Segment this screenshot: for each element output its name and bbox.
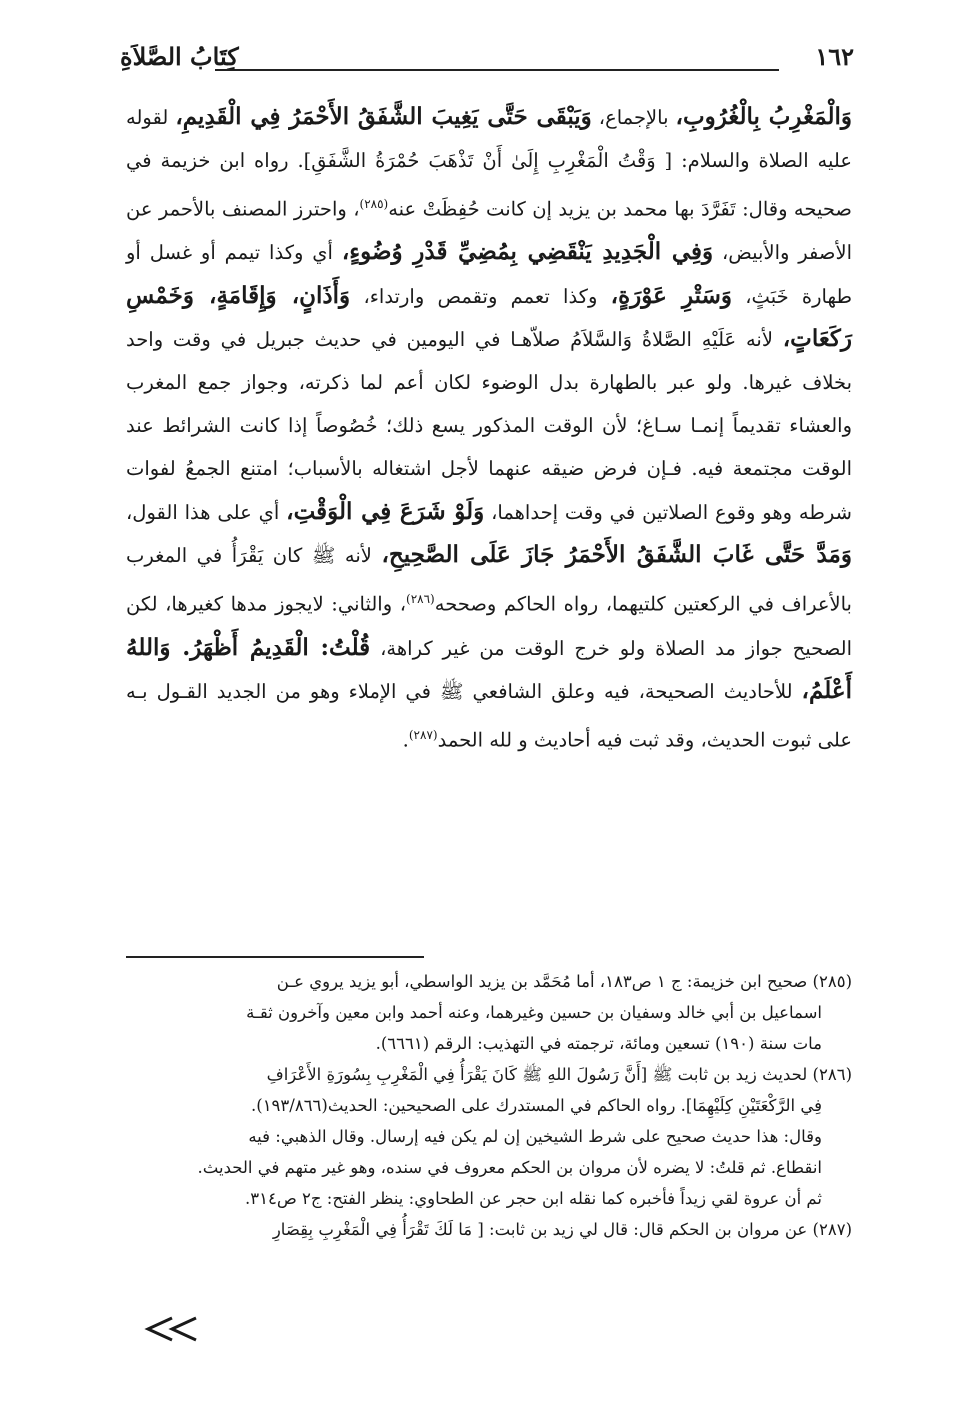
header-rule bbox=[215, 69, 779, 71]
commentary-text: ، واحترز المصنف بالأحمر عن الأصفر والأبيض، bbox=[126, 197, 853, 264]
matn-text: وَأَذَانٍ، وَإِقَامَةٍ، وَخَمْسِ رَكَعَاتٍ، bbox=[126, 281, 852, 353]
footnote-line: (٢٨٦) لحديث زيد بن ثابت ﷺ [أَنَّ رَسُولَ اللهِ ﷺ كَانَ يَقْرَأُ فِي الْمَغْرِبِ بِسُورَةِ الأَعْرَافِ bbox=[266, 1065, 852, 1084]
matn-text: وَمَدَّ حَتَّى غَابَ الشَّفَقُ الأَحْمَرُ جَازَ عَلَى الصَّحِيحِ، bbox=[381, 541, 852, 569]
footnote-separator bbox=[126, 956, 424, 958]
footnote-285 bbox=[126, 966, 852, 1059]
matn-text: قُلْتُ: الْقَدِيمُ أَظْهَرُ. وَاللهُ أَعْلَمُ، bbox=[126, 633, 852, 705]
matn-text: وَسَتْرِ عَوْرَةٍ، bbox=[610, 281, 732, 309]
commentary-text: لأنه عَلَيْهِ الصَّلاةُ وَالسَّلاَمُ صلاّهـا في اليومين في حديث جبريل في وقت واحد بخلاف غيرها. ولو عبر بالطهارة بدل الوضوء لكان أعم لما ذكرته، وجواز جمع المغرب والعشاء تقديماً إنمـا سـاغ؛ لأن الوقت المذكور يسع ذلك؛ خُصُوصاً إذا كانت الشرائط عند الوقت مجتمعة فيه. فـإن فرض ضيقه عنهما لأجل اشتغاله بالأسباب؛ امتنع الجمعُ لفوات شرطه وهو وقوع الصلاتين في وقت إحداهما، bbox=[126, 328, 853, 524]
footnote-ref: (٢٨٧) bbox=[408, 728, 438, 743]
footnote-line: ثم أن عروة لقي زيداً فأخبره كما نقله ابن حجر عن الطحاوي: ينظر الفتح: ج٢ ص٣١٤. bbox=[244, 1189, 822, 1208]
commentary-text: ، والثاني: لايجوز مدها كغيرها، لكن الصحيح جواز مد الصلاة ولو خرج الوقت من غير كراهة، bbox=[126, 592, 853, 660]
commentary-text: للأحاديث الصحيحة، فيه وعلق الشافعي ﷺ في الإملاء وهو من الجديد القـول بـه على ثبوت الحديث، وقد ثبت فيه أحاديث و لله الحمد bbox=[126, 680, 852, 752]
page-header bbox=[120, 42, 854, 72]
footnote-line: اسماعيل بن أبي خالد وسفيان بن حسين وغيرهما، وعنه أحمد وابن معين وآخرون ثقـة bbox=[246, 1003, 822, 1022]
footnote-line: وقال: هذا حديث صحيح على شرط الشيخين إن لم يكن فيه إرسال. وقال الذهبي: فيه bbox=[248, 1127, 822, 1146]
footnote-286 bbox=[126, 1059, 852, 1214]
matn-text: وَيَبْقَى حَتَّى يَغِيبَ الشَّفَقُ الأَحْمَرُ فِي الْقَدِيمِ، bbox=[175, 103, 592, 130]
footnote-line: مات سنة (١٩٠) تسعين ومائة، ترجمته في التهذيب: الرقم (٦٦٦١). bbox=[375, 1034, 822, 1053]
footnote-line: (٢٨٥) صحيح ابن خزيمة: ج ١ ص١٨٣، أما مُحَمَّد بن يزيد الواسطي، أبو يزيد يروي عـن bbox=[276, 972, 852, 991]
commentary-text: لقوله عليه الصلاة والسلام: [ وَقْتُ الْمَغْرِبِ إِلَىٰ أَنْ تَذْهَبَ حُمْرَةُ الشَّفَقِ]. رواه ابن خزيمة في صحيحه وقال: تَفَرَّدَ بها محمد بن يزيد إن كانت حُفِظَتْ عنه bbox=[126, 106, 852, 221]
footnote-line: (٢٨٧) عن مروان بن الحكم قال: قال لي زيد بن ثابت: [ مَا لَكَ تَقْرَأُ فِي الْمَغْرِبِ بِقِصَارِ bbox=[272, 1220, 852, 1239]
footnote-line: انقطاع. ثم قلتُ: لا يضره لأن مروان بن الحكم معروف في سنده، وهو غير متهم في الحديث. bbox=[197, 1158, 822, 1177]
main-paragraph bbox=[126, 96, 852, 762]
main-text bbox=[126, 96, 852, 762]
footnotes bbox=[126, 966, 852, 1245]
footnote-287 bbox=[126, 1214, 852, 1245]
chapter-title: كِتَابُ الصَّلاَةِ bbox=[120, 42, 239, 71]
footnote-ref: (٢٨٦) bbox=[406, 592, 435, 607]
matn-text: وَلَوْ شَرَعَ فِي الْوَقْتِ، bbox=[286, 497, 485, 525]
footnote-ref: (٢٨٥) bbox=[359, 196, 389, 211]
commentary-text: . bbox=[402, 728, 409, 752]
matn-text: وَفِي الْجَدِيدِ يَنْقَضِي بِمُضِيِّ قَدْرِ وُضُوءٍ، bbox=[341, 237, 714, 265]
commentary-text: وكذا تعمم وتقمص وارتداء، bbox=[350, 284, 611, 308]
commentary-text: أي وكذا تيمم أو غسل أو طهارة خَبَثٍ، bbox=[126, 240, 852, 308]
page-number: ١٦٢ bbox=[815, 42, 854, 71]
commentary-text: بالإجماع، bbox=[591, 106, 676, 129]
commentary-text: لأنه ﷺ كان يَقْرَأُ في المغرب بالأعراف في الركعتين كلتيهما، رواه الحاكم وصححه bbox=[126, 544, 852, 616]
matn-text: وَالْمَغْرِبُ بِالْغُرُوبِ، bbox=[675, 103, 852, 130]
continuation-arrows-icon bbox=[142, 1314, 202, 1344]
footnote-line: فِي الرَّكْعَتَيْنِ كِلَيْهِمَا]. رواه الحاكم في المستدرك على الصحيحين: الحديث(١٩٣/٨٦٦). bbox=[251, 1096, 822, 1115]
commentary-text: أي على هذا القول، bbox=[126, 500, 287, 524]
